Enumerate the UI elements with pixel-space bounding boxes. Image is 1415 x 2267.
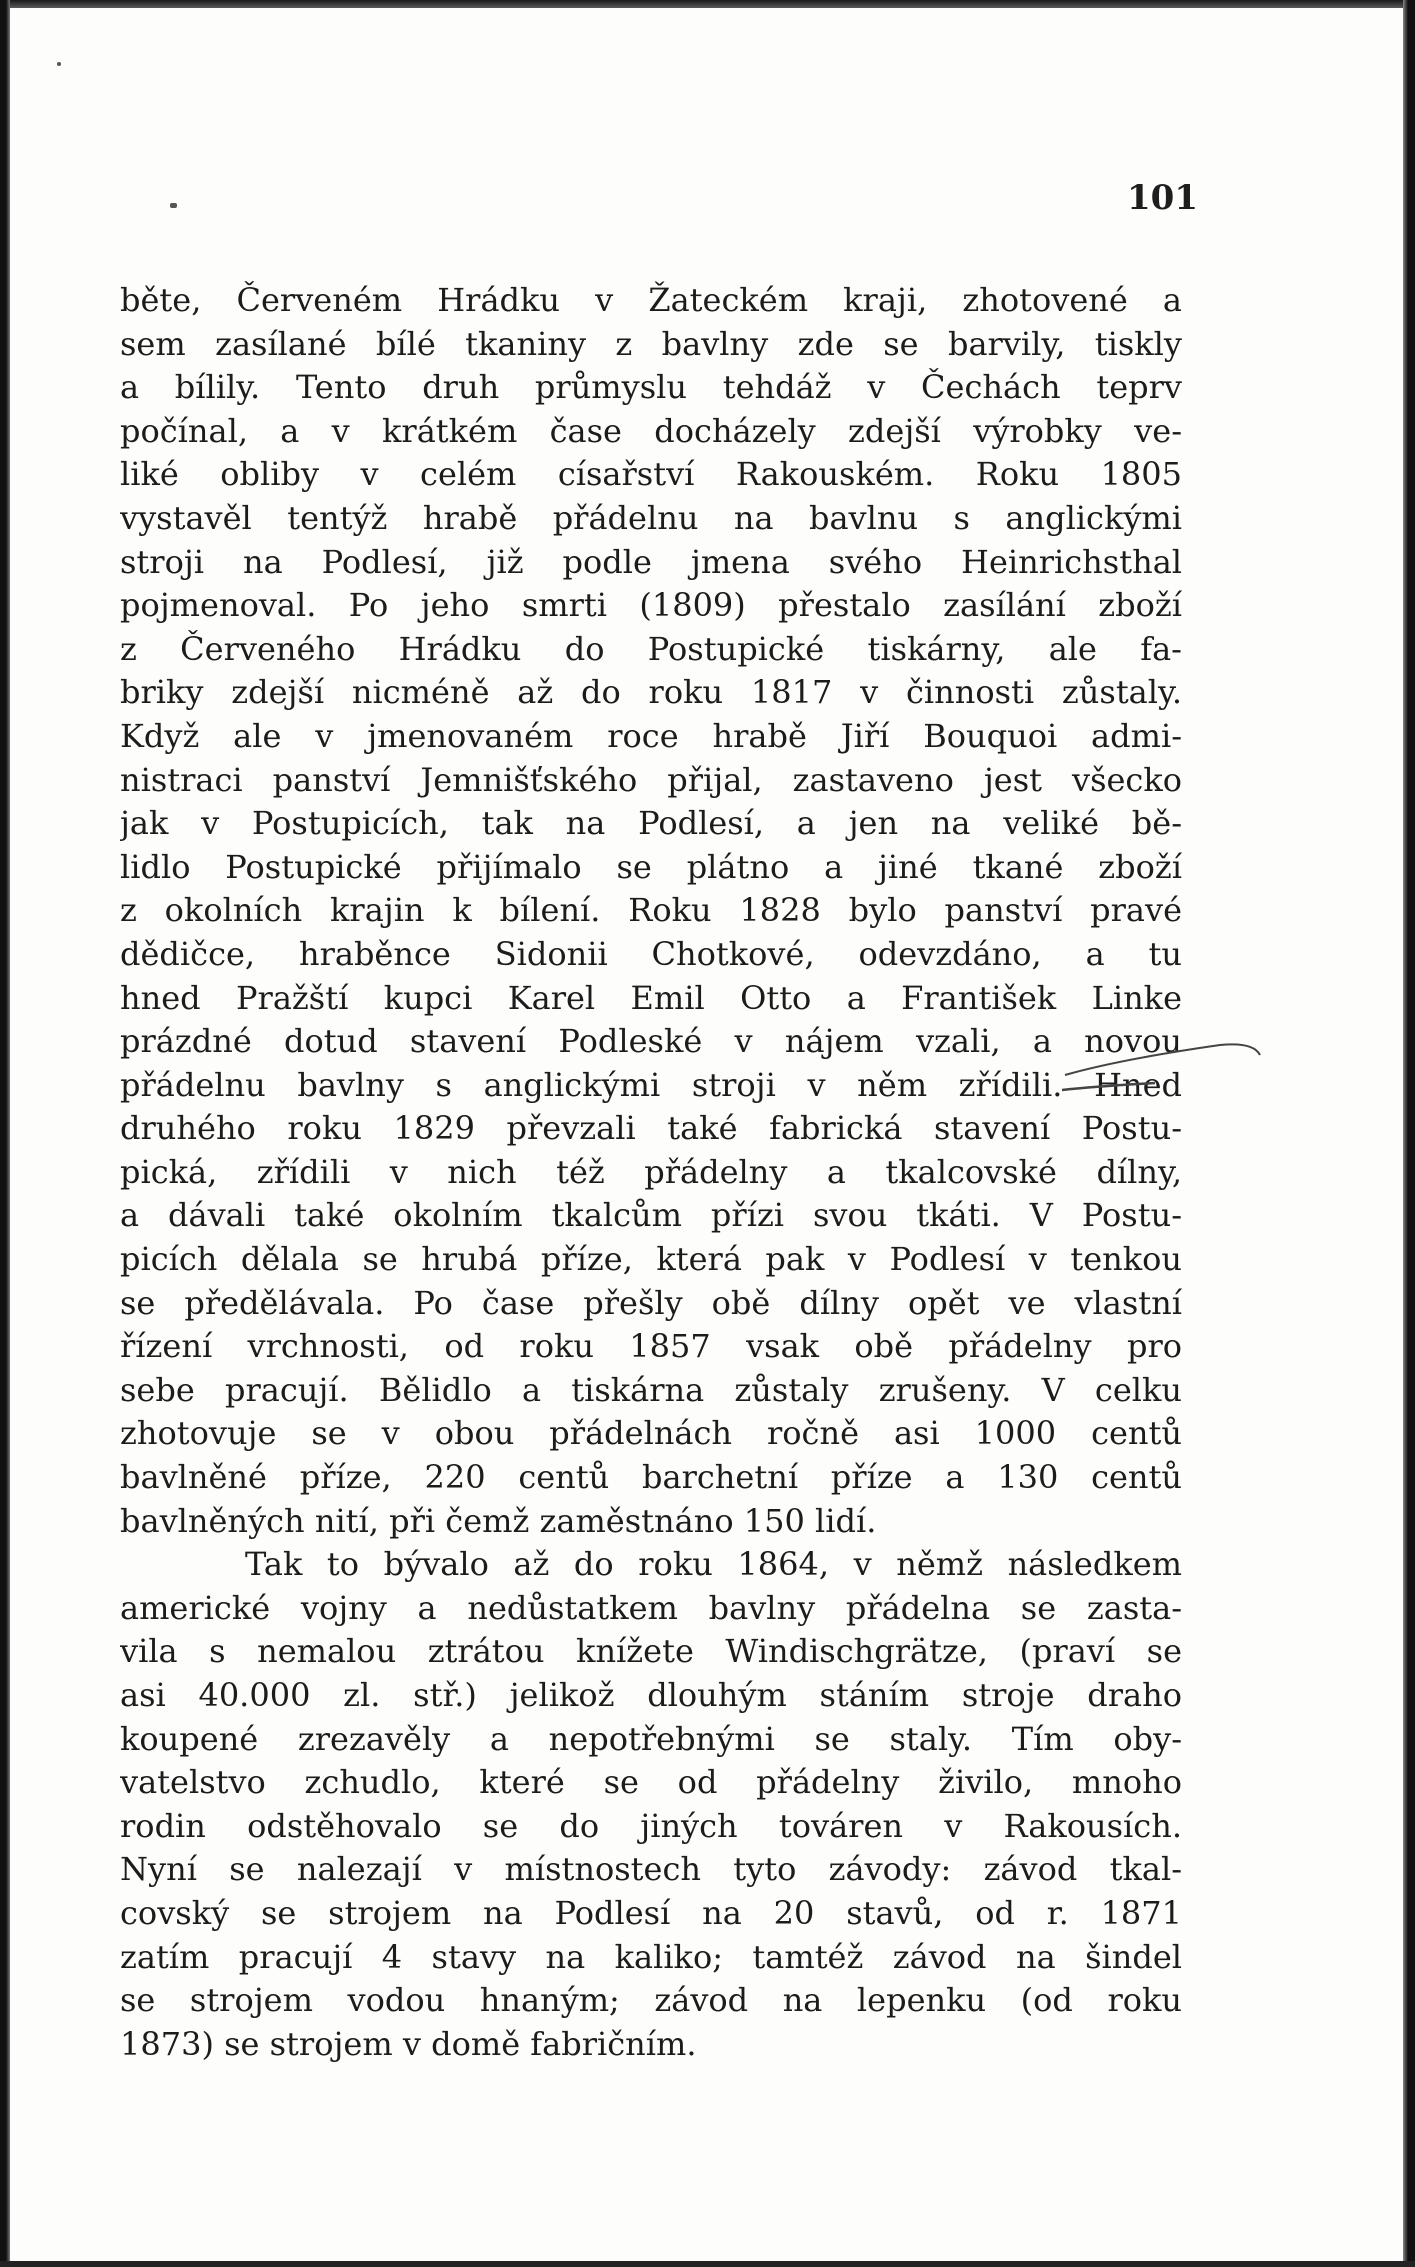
page-number: 101: [1127, 178, 1198, 218]
page-edge-bottom: [0, 2261, 1415, 2267]
text-line: Nyní se nalezají v místnostech tyto závody: závod tkal-: [120, 1850, 1182, 1889]
text-line: rodin odstěhovalo se do jiných továren v Rakousích.: [120, 1806, 1182, 1845]
text-line: přádelnu bavlny s anglickými stroji v něm zřídili. Hned: [120, 1065, 1182, 1104]
text-line: běte, Červeném Hrádku v Žateckém kraji, zhotovené a: [120, 281, 1182, 319]
text-line: z Červeného Hrádku do Postupické tiskárny, ale fa-: [120, 629, 1182, 668]
text-line: briky zdejší nicméně až do roku 1817 v činnosti zůstaly.: [120, 673, 1182, 712]
text-line: Když ale v jmenovaném roce hrabě Jiří Bouquoi admi-: [120, 716, 1182, 755]
text-line: jak v Postupicích, tak na Podlesí, a jen na veliké bě-: [120, 804, 1182, 843]
text-line: picích dělala se hrubá příze, která pak v Podlesí v tenkou: [120, 1240, 1182, 1279]
text-line: vila s nemalou ztrátou knížete Windischgrätze, (praví se: [120, 1632, 1182, 1671]
text-line: 1873) se strojem v domě fabričním.: [120, 2024, 697, 2063]
text-line: druhého roku 1829 převzali také fabrická stavení Postu-: [120, 1109, 1182, 1148]
text-line: hned Pražští kupci Karel Emil Otto a František Linke: [120, 978, 1182, 1017]
text-line: sem zasílané bílé tkaniny z bavlny zde se barvily, tiskly: [120, 324, 1182, 363]
text-line: a dávali také okolním tkalcům přízi svou tkáti. V Postu-: [120, 1196, 1182, 1235]
text-line: stroji na Podlesí, již podle jmena svého Heinrichsthal: [120, 542, 1182, 581]
print-speck: [170, 203, 177, 208]
text-line: nistraci panství Jemnišťského přijal, zastaveno jest všecko: [120, 760, 1182, 799]
body-text: [120, 279, 1182, 2066]
text-line: vatelstvo zchudlo, které se od přádelny živilo, mnoho: [120, 1763, 1182, 1802]
text-line: dědičce, hraběnce Sidonii Chotkové, odevzdáno, a tu: [120, 934, 1182, 973]
text-line: a bílily. Tento druh průmyslu tehdáž v Čechách teprv: [120, 368, 1182, 407]
text-line: pická, zřídili v nich též přádelny a tkalcovské dílny,: [120, 1152, 1182, 1191]
paragraph-start-line: Tak to bývalo až do roku 1864, v němž následkem: [245, 1545, 1182, 1584]
text-line: bavlněných nití, při čemž zaměstnáno 150 lidí.: [120, 1501, 877, 1540]
text-line: americké vojny a nedůstatkem bavlny přádelna se zasta-: [120, 1588, 1182, 1627]
text-line: asi 40.000 zl. stř.) jelikož dlouhým stáním stroje draho: [120, 1676, 1182, 1714]
text-line: počínal, a v krátkém čase docházely zdejší výrobky ve-: [120, 411, 1182, 450]
print-speck: [57, 62, 61, 66]
text-line: zhotovuje se v obou přádelnách ročně asi 1000 centů: [120, 1414, 1182, 1453]
text-line: sebe pracují. Bělidlo a tiskárna zůstaly zrušeny. V celku: [120, 1370, 1182, 1409]
text-line: covský se strojem na Podlesí na 20 stavů, od r. 1871: [120, 1893, 1182, 1932]
text-line: koupené zrezavěly a nepotřebnými se staly. Tím oby-: [120, 1719, 1182, 1758]
text-line: zatím pracují 4 stavy na kaliko; tamtéž závod na šindel: [120, 1937, 1182, 1976]
page-edge-right: [1403, 0, 1415, 2267]
text-line: se strojem vodou hnaným; závod na lepenku (od roku: [120, 1981, 1182, 2020]
text-line: liké obliby v celém císařství Rakouském. Roku 1805: [120, 455, 1182, 494]
pencil-mark: [1060, 1015, 1270, 1125]
page-edge-left: [0, 0, 10, 2267]
text-line: bavlněné příze, 220 centů barchetní příze a 130 centů: [120, 1458, 1182, 1497]
text-line: prázdné dotud stavení Podleské v nájem vzali, a novou: [120, 1022, 1182, 1061]
text-line: z okolních krajin k bílení. Roku 1828 bylo panství pravé: [120, 891, 1182, 930]
page-edge-top: [0, 0, 1415, 8]
text-line: se předělávala. Po čase přešly obě dílny opět ve vlastní: [120, 1283, 1182, 1322]
text-line: lidlo Postupické přijímalo se plátno a jiné tkané zboží: [120, 847, 1182, 886]
text-line: vystavěl tentýž hrabě přádelnu na bavlnu s anglickými: [120, 498, 1182, 537]
text-line: řízení vrchnosti, od roku 1857 vsak obě přádelny pro: [120, 1327, 1182, 1366]
text-line: pojmenoval. Po jeho smrti (1809) přestalo zasílání zboží: [120, 586, 1182, 625]
